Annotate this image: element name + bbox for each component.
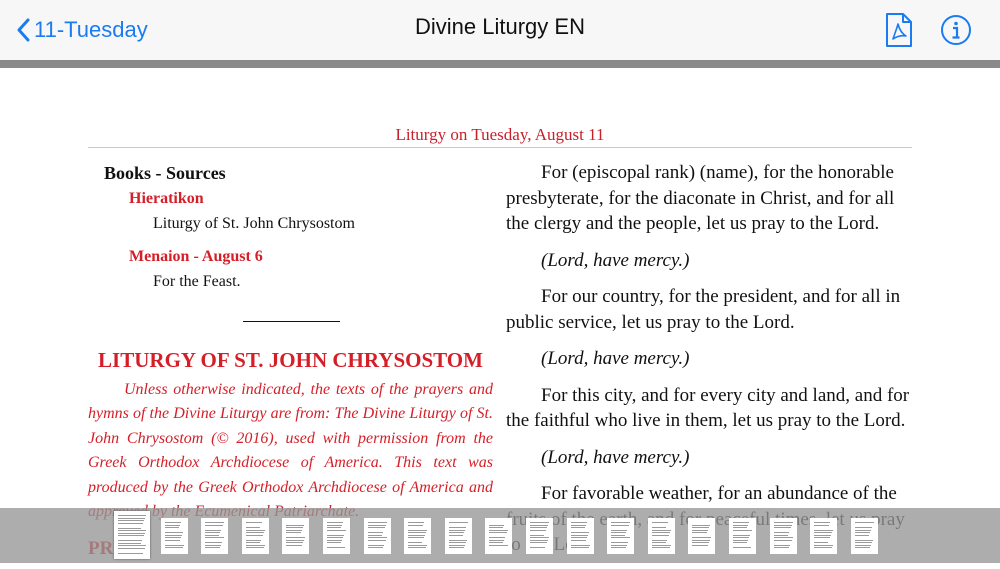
page-thumbnail[interactable] [485,518,512,554]
sources-heading: Books - Sources [104,163,226,183]
intro-note: Unless otherwise indicated, the texts of the prayers and hymns of the Divine Liturgy are from: The Divine Liturgy of St. John Chrysostom (© 2016), used with permission from the Greek Orthodox Archdiocese of America. This text was produced by the Greek Orthodox Archdiocese of America and [88,381,493,496]
pdf-button[interactable] [884,12,914,53]
back-button-label: 11-Tuesday [34,17,148,42]
page-thumbnail[interactable] [607,518,634,554]
page-thumbnail[interactable] [526,518,553,554]
liturgy-title: LITURGY OF ST. JOHN CHRYSOSTOM [98,348,483,372]
page-thumbnail[interactable] [770,518,797,554]
page-thumbnail-strip[interactable] [0,508,1000,563]
source-title: Hieratikon [129,190,204,207]
petition: For our country, for the president, and for all in public service, let us pray to the Lord. [506,286,901,333]
document-header: Liturgy on Tuesday, August 11 [395,125,605,144]
response: (Lord, have mercy.) [541,249,690,271]
page-thumbnail[interactable] [404,518,431,554]
petition: For this city, and for every city and land, and for the faithful who live in them, let us pray to the Lord. [506,384,910,431]
page-title: Divine Liturgy EN [415,14,585,39]
page-thumbnail[interactable] [729,518,756,554]
page-thumbnail[interactable] [242,518,269,554]
source-detail: Liturgy of St. John Chrysostom [153,215,355,232]
page-thumbnail[interactable] [201,518,228,554]
page-thumbnail[interactable] [364,518,391,554]
page-thumbnail[interactable] [161,518,188,554]
pdf-icon [884,12,914,48]
response: (Lord, have mercy.) [541,348,690,369]
info-button[interactable] [940,14,972,51]
page-thumbnail[interactable] [648,518,675,554]
section-separator [243,321,340,322]
page-thumbnail[interactable] [323,518,350,554]
source-title: Menaion - August 6 [129,248,263,265]
navigation-bar [0,0,1000,60]
petition: For favorable weather, for an abundance of the [541,483,897,504]
page-thumbnail[interactable] [282,518,309,554]
page-thumbnail[interactable] [567,518,594,554]
page-thumbnail[interactable] [810,518,837,554]
response: (Lord, have mercy.) [541,446,690,468]
navbar-divider [0,60,1000,68]
source-detail: For the Feast. [153,273,241,290]
info-icon [940,14,972,46]
page-thumbnail[interactable] [445,518,472,554]
page-thumbnail[interactable] [851,518,878,554]
page-thumbnail[interactable] [688,518,715,554]
header-rule [88,147,912,148]
page-thumbnail-current[interactable] [114,511,150,559]
petition: For (episcopal rank) (name), for the honorable presbyterate, for the diaconate in Christ, and for all the clergy and the people, let us pray to the Lord. [506,162,895,234]
